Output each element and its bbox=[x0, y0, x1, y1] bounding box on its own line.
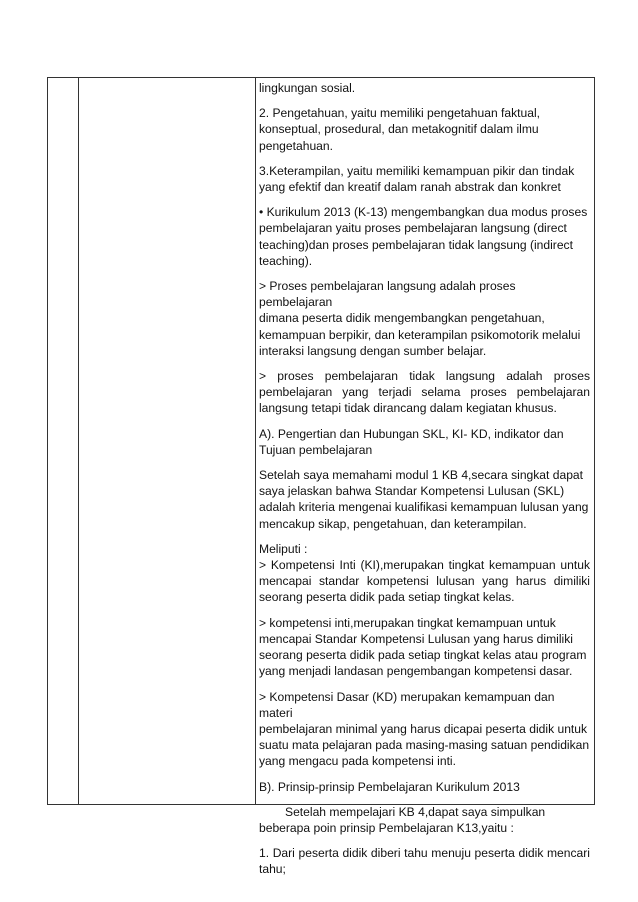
paragraph bbox=[259, 163, 590, 195]
column-divider-2 bbox=[255, 78, 256, 804]
paragraph bbox=[259, 426, 590, 458]
text-line: lingkungan sosial. bbox=[259, 81, 356, 95]
text-line: • Kurikulum 2013 (K-13) mengembangkan dua modus proses bbox=[259, 205, 588, 220]
text-line: yang efektif dan kreatif dalam ranah abstrak dan konkret bbox=[259, 180, 561, 195]
text-cell bbox=[259, 80, 590, 877]
text-line: > Kompetensi Inti (KI),merupakan tingkat kemampuan untuk mencapai standar kompetensi lulusan yang harus dimiliki seorang peserta didik pada setiap tingkat kelas. bbox=[259, 558, 590, 605]
text-line: yang mengacu pada kompetensi inti. bbox=[259, 754, 456, 769]
text-line: > Kompetensi Dasar (KD) merupakan kemampuan dan materi bbox=[259, 689, 555, 720]
paragraph bbox=[259, 467, 590, 532]
text-line: mencapai Standar Kompetensi Lulusan yang harus dimiliki bbox=[259, 631, 573, 646]
text-line: suatu mata pelajaran pada masing-masing satuan pendidikan bbox=[259, 738, 590, 753]
paragraph bbox=[259, 557, 590, 606]
text-line: konseptual, prosedural, dan metakognitif dalam ilmu bbox=[259, 122, 539, 137]
text-line: > proses pembelajaran tidak langsung adalah proses pembelajaran yang terjadi selama proses pembelajaran langsung tetapi tidak dirancang dalam kegiatan khusus. bbox=[259, 369, 590, 416]
paragraph bbox=[259, 541, 590, 557]
text-line: B). Prinsip-prinsip Pembelajaran Kurikulum 2013 bbox=[259, 779, 520, 794]
text-line: seorang peserta didik pada setiap tingkat kelas atau program bbox=[259, 648, 587, 663]
text-line: saya jelaskan bahwa Standar Kompetensi Lulusan (SKL) bbox=[259, 484, 565, 499]
text-line: interaksi langsung dengan sumber belajar. bbox=[259, 343, 487, 358]
paragraph bbox=[259, 80, 590, 96]
content-table bbox=[47, 77, 595, 877]
text-line: Setelah mempelajari KB 4,dapat saya simpulkan beberapa poin prinsip Pembelajaran K13,yaitu : bbox=[259, 804, 546, 835]
paragraph bbox=[259, 689, 590, 770]
text-line: 2. Pengetahuan, yaitu memiliki pengetahuan faktual, bbox=[259, 106, 541, 121]
text-line: teaching). bbox=[259, 253, 313, 268]
text-line: pembelajaran yaitu proses pembelajaran langsung (direct bbox=[259, 221, 567, 236]
paragraph bbox=[259, 804, 590, 836]
text-line: 1. Dari peserta didik diberi tahu menuju peserta didik mencari tahu; bbox=[259, 846, 590, 877]
text-line: A). Pengertian dan Hubungan SKL, KI- KD, indikator dan bbox=[259, 426, 564, 441]
text-line: dimana peserta didik mengembangkan pengetahuan, bbox=[259, 311, 545, 326]
text-line: teaching)dan proses pembelajaran tidak langsung (indirect bbox=[259, 237, 573, 252]
paragraph bbox=[259, 368, 590, 417]
text-line: kemampuan berpikir, dan keterampilan psikomotorik melalui bbox=[259, 327, 581, 342]
paragraph bbox=[259, 105, 590, 154]
text-line: Meliputi : bbox=[259, 541, 308, 556]
column-divider-1 bbox=[78, 78, 79, 804]
paragraph bbox=[259, 779, 590, 795]
text-line: pengetahuan. bbox=[259, 138, 333, 153]
text-line: Setelah saya memahami modul 1 KB 4,secara singkat dapat bbox=[259, 468, 584, 483]
paragraph bbox=[259, 204, 590, 269]
text-line: adalah kriteria mengenai kualifikasi kemampuan lulusan yang bbox=[259, 500, 589, 515]
text-line: Tujuan pembelajaran bbox=[259, 442, 373, 457]
paragraph bbox=[259, 278, 590, 359]
paragraph bbox=[259, 615, 590, 680]
text-line: pembelajaran minimal yang harus dicapai peserta didik untuk bbox=[259, 721, 588, 736]
text-line: > Proses pembelajaran langsung adalah proses pembelajaran bbox=[259, 279, 516, 310]
text-line: > kompetensi inti,merupakan tingkat kemampuan untuk bbox=[259, 615, 556, 630]
text-line: mencakup sikap, pengetahuan, dan keterampilan. bbox=[259, 516, 527, 531]
text-line: 3.Keterampilan, yaitu memiliki kemampuan pikir dan tindak bbox=[259, 163, 575, 178]
text-line: yang menjadi landasan pengembangan kompetensi dasar. bbox=[259, 664, 573, 679]
paragraph bbox=[259, 845, 590, 877]
